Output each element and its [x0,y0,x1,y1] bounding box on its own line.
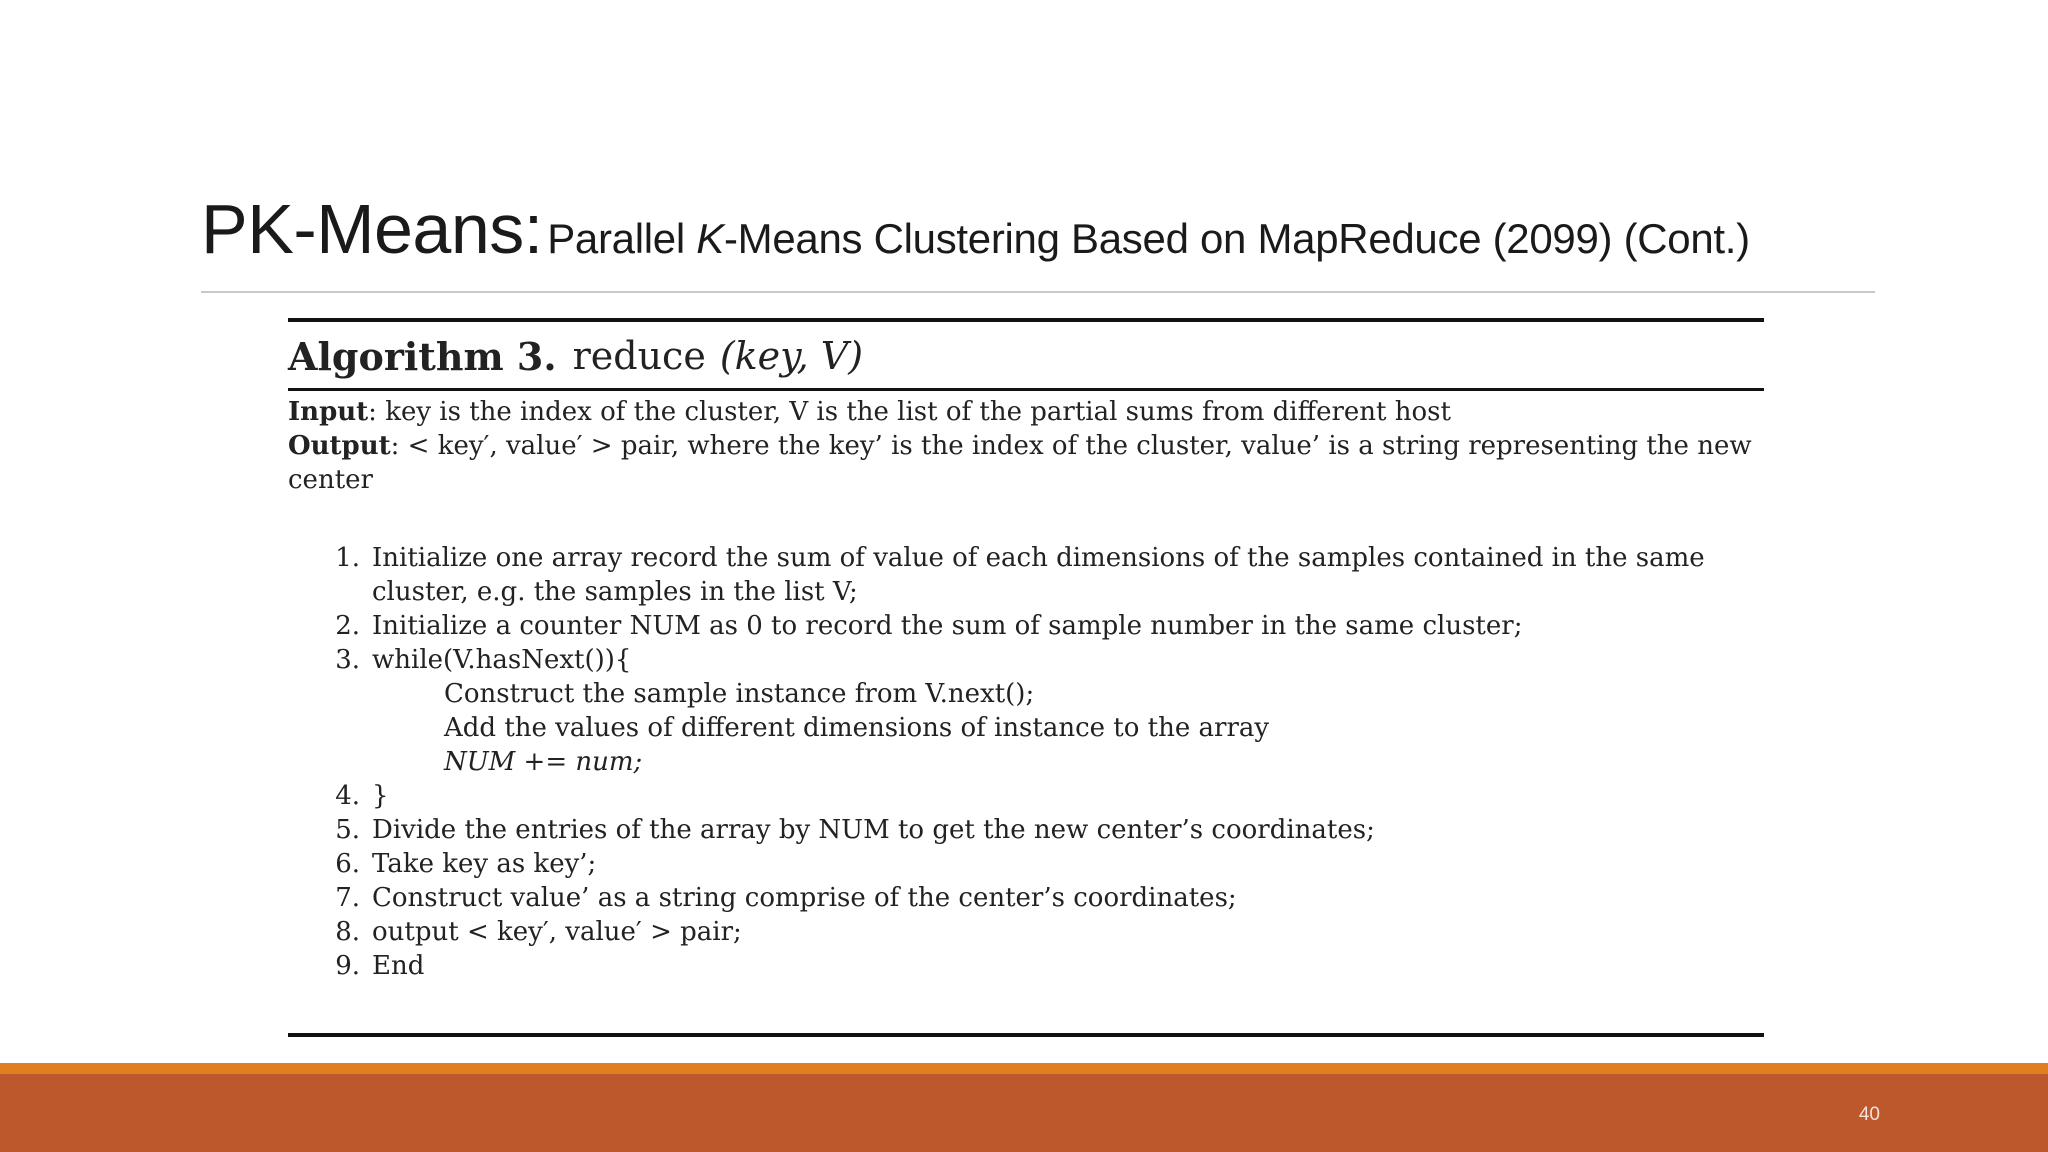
step-text: output < key′, value′ > pair; [372,917,742,947]
step-2 [288,609,1764,643]
footer-bar [0,1074,2048,1152]
algorithm-box [288,318,1764,1037]
step-7 [288,881,1764,915]
step-number: 2. [335,611,360,641]
algorithm-steps [288,541,1764,983]
algorithm-input [288,395,1764,429]
page-number: 40 [1858,1104,1880,1125]
step-number: 9. [335,951,360,981]
output-label: Output [288,431,391,461]
step-1 [288,541,1764,609]
step-text: } [372,781,389,811]
step-9 [288,949,1764,983]
step-3-body-3 [288,745,1764,779]
algorithm-header [288,322,1764,388]
title-main: PK-Means: [201,190,543,268]
algorithm-io [288,391,1764,497]
step-8 [288,915,1764,949]
step-text: while(V.hasNext()){ [372,645,632,675]
step-text: End [372,951,425,981]
step-text: NUM += num; [444,747,643,777]
step-3-body-1 [288,677,1764,711]
algorithm-bottom-rule [288,1033,1764,1037]
output-text: : < key′, value′ > pair, where the key’ is the index of the cluster, value’ is a string representing the new center [288,431,1752,495]
title-sub-k: K [696,215,724,262]
step-number [288,745,372,779]
step-number [288,711,372,745]
step-5 [288,813,1764,847]
input-label: Input [288,397,369,427]
step-3-body-2 [288,711,1764,745]
step-number [288,677,372,711]
title-subtitle [547,215,1750,262]
step-3 [288,643,1764,677]
algorithm-name: reduce [572,334,706,378]
algorithm-label: Algorithm 3. [288,333,557,379]
step-number: 8. [335,917,360,947]
step-text: Add the values of different dimensions of instance to the array [444,713,1270,743]
slide-title [201,190,1750,268]
step-number: 3. [335,645,360,675]
title-divider [201,291,1875,293]
step-number: 4. [335,781,360,811]
algorithm-output [288,429,1764,497]
input-text: : key is the index of the cluster, V is the list of the partial sums from different host [368,397,1451,427]
step-number: 6. [335,849,360,879]
footer-accent-stripe [0,1063,2048,1074]
step-text: Construct value’ as a string comprise of the center’s coordinates; [372,883,1237,913]
title-sub-post: -Means Clustering Based on MapReduce (2099) (Cont.) [723,215,1750,262]
step-6 [288,847,1764,881]
step-text: Divide the entries of the array by NUM to get the new center’s coordinates; [372,815,1375,845]
step-4 [288,779,1764,813]
algorithm-args: (key, V) [719,334,864,378]
step-text: Initialize one array record the sum of value of each dimensions of the samples contained in the same cluster, e.g. the samples in the list V; [372,543,1705,607]
title-sub-pre: Parallel [547,215,697,262]
algorithm-bottom-gap [288,983,1764,1033]
step-number: 7. [335,883,360,913]
step-number: 5. [335,815,360,845]
step-text: Take key as key’; [372,849,597,879]
step-number: 1. [335,543,360,573]
step-text: Initialize a counter NUM as 0 to record the sum of sample number in the same cluster; [372,611,1523,641]
step-text: Construct the sample instance from V.next(); [444,679,1035,709]
